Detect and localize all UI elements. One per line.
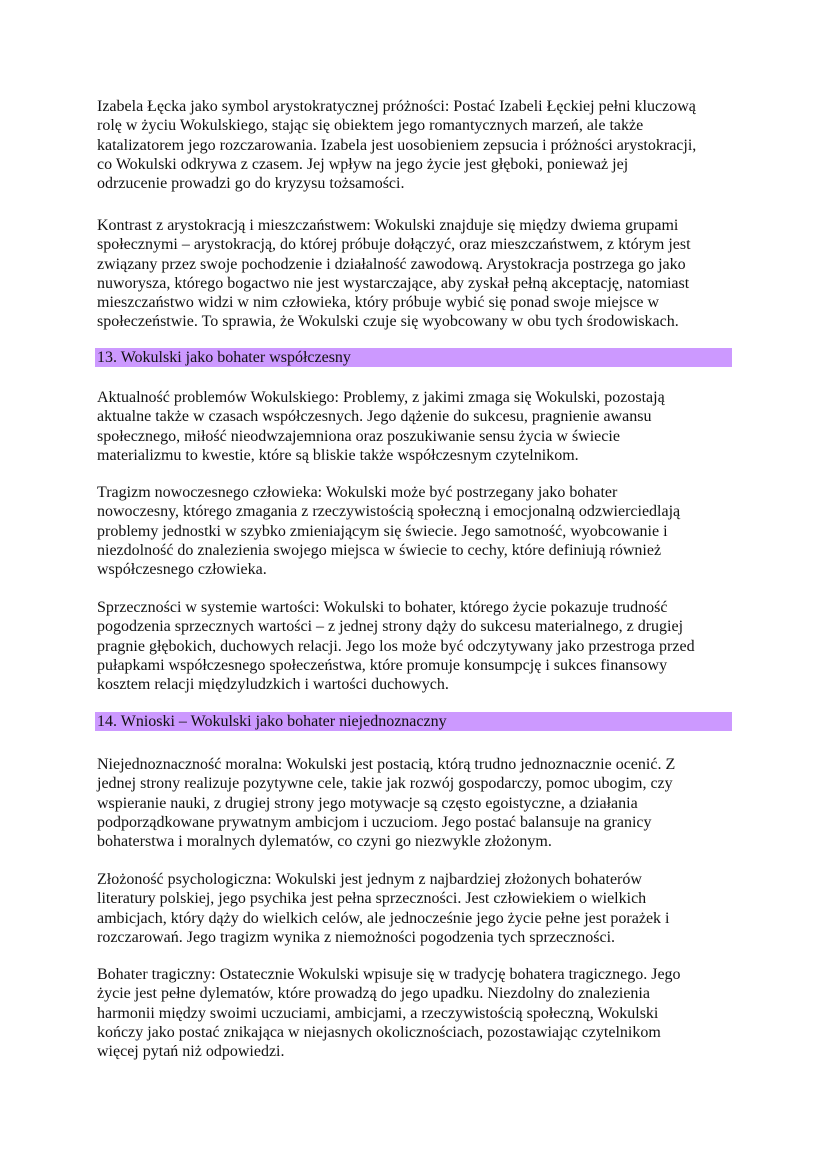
text-line: ambicjach, który dąży do wielkich celów, ale jednocześnie jego życie pełne jest porażek i [97,909,670,927]
text-line: Bohater tragiczny: Ostatecznie Wokulski wpisuje się w tradycję bohatera tragicznego. Jego [97,966,681,983]
text-line: Kontrast z arystokracją i mieszczaństwem: Wokulski znajduje się między dwiema grupami [97,217,679,234]
paragraph-izabela [97,97,747,193]
text-line: bohaterstwa i moralnych dylematów, co czyni go niezwykle złożonym. [97,833,552,851]
paragraph-sprzecznosci [97,598,747,694]
text-line: pragnie głębokich, duchowych relacji. Jego los może być odczytywany jako przestroga przed [97,637,695,655]
text-line: życie jest pełne dylematów, które prowadzą do jego upadku. Niezdolny do znalezienia [97,985,650,1003]
paragraph-zlozonosc [97,870,747,947]
text-line: rozczarowań. Jego tragizm wynika z niemożności pogodzenia tych sprzeczności. [97,928,616,946]
text-line: Sprzeczności w systemie wartości: Wokulski to bohater, którego życie pokazuje trudność [97,599,668,616]
text-line: materializmu to kwestie, które są bliskie także współczesnym czytelnikom. [97,446,579,464]
section-heading-13: 13. Wokulski jako bohater współczesny [95,348,732,367]
text-line: jednej strony realizuje pozytywne cele, takie jak rozwój gospodarczy, pomoc ubogim, czy [97,775,673,793]
text-line: kosztem relacji międzyludzkich i wartości duchowych. [97,676,449,694]
text-line: nowoczesny, którego zmagania z rzeczywistością społeczną i emocjonalną odzwierciedlają [97,503,681,521]
text-line: pogodzenia sprzecznych wartości – z jednej strony dąży do sukcesu materialnego, z drugiej [97,618,684,636]
text-line: Niejednoznaczność moralna: Wokulski jest postacią, którą trudno jednoznacznie ocenić. Z [97,756,676,773]
paragraph-niejednoznacznosc [97,755,747,851]
text-line: Złożoność psychologiczna: Wokulski jest jednym z najbardziej złożonych bohaterów [97,871,642,888]
text-line: kończy jako postać znikająca w niejasnych okolicznościach, pozostawiając czytelnikom [97,1023,661,1041]
text-line: co Wokulski odkrywa z czasem. Jej wpływ na jego życie jest głęboki, ponieważ jej [97,155,629,173]
text-line: społecznymi – arystokracją, do której próbuje dołączyć, oraz mieszczaństwem, z którym jest [97,236,691,254]
text-line: pułapkami współczesnego społeczeństwa, które promuje konsumpcję i sukces finansowy [97,656,668,674]
text-line: mieszczaństwo widzi w nim człowieka, który próbuje wybić się ponad swoje miejsce w [97,294,660,312]
text-line: rolę w życiu Wokulskiego, stając się obiektem jego romantycznych marzeń, ale także [97,117,644,135]
text-line: podporządkowane prywatnym ambicjom i uczuciom. Jego postać balansuje na granicy [97,813,652,831]
text-line: problemy jednostki w szybko zmieniającym się świecie. Jego samotność, wyobcowanie i [97,522,668,540]
text-line: wspieranie nauki, z drugiej strony jego motywacje są często egoistyczne, a działania [97,794,638,812]
text-line: katalizatorem jego rozczarowania. Izabela jest uosobieniem zepsucia i próżności arystokracji, [97,136,697,154]
text-line: społeczeństwie. To sprawia, że Wokulski czuje się wyobcowany w obu tych środowiskach. [97,313,679,331]
paragraph-tragizm [97,483,747,579]
text-line: harmonii między swoimi uczuciami, ambicjami, a rzeczywistością społeczną, Wokulski [97,1004,659,1022]
text-line: odrzucenie prowadzi go do kryzysu tożsamości. [97,175,405,193]
text-line: nuworysza, którego bogactwo nie jest wystarczające, aby zyskał pełną akceptację, natomiast [97,274,690,292]
text-line: związany przez swoje pochodzenie i działalność zawodową. Arystokracja postrzega go jako [97,255,686,273]
paragraph-aktualnosc [97,388,747,465]
text-line: Aktualność problemów Wokulskiego: Problemy, z jakimi zmaga się Wokulski, pozostają [97,389,665,406]
text-line: Tragizm nowoczesnego człowieka: Wokulski może być postrzegany jako bohater [97,484,618,501]
text-line: niezdolność do znalezienia swojego miejsca w świecie to cechy, które definiują również [97,541,662,559]
text-line: Izabela Łęcka jako symbol arystokratycznej próżności: Postać Izabeli Łęckiej pełni kluczową [97,98,696,115]
paragraph-kontrast [97,216,747,332]
text-line: społecznego, miłość nieodwzajemniona oraz poszukiwanie sensu życia w świecie [97,427,620,445]
text-line: literatury polskiej, jego psychika jest pełna sprzeczności. Jest człowiekiem o wielkich [97,890,647,908]
paragraph-bohater-tragiczny [97,965,747,1061]
text-line: więcej pytań niż odpowiedzi. [97,1043,285,1061]
text-line: aktualne także w czasach współczesnych. Jego dążenie do sukcesu, pragnienie awansu [97,408,652,426]
section-heading-14: 14. Wnioski – Wokulski jako bohater niejednoznaczny [95,712,732,731]
text-line: współczesnego człowieka. [97,561,267,579]
